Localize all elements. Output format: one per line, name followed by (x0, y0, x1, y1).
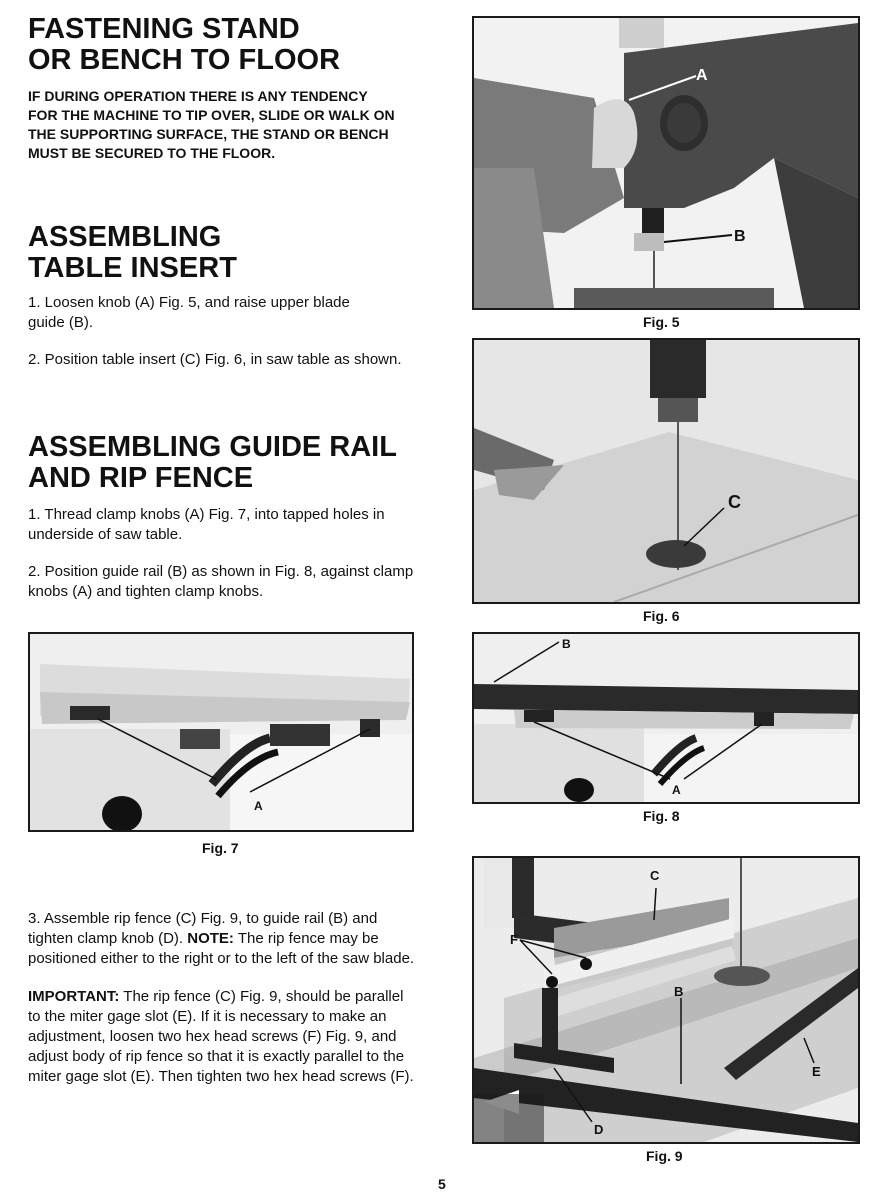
page-number: 5 (438, 1176, 446, 1192)
rail-step-2: 2. Position guide rail (B) as shown in Fig. 8, against clamp knobs (A) and tighten clamp knobs. (28, 563, 414, 600)
fig8-label-a: A (672, 783, 681, 797)
fig9-label-b: B (674, 984, 684, 999)
fig7-label-a: A (254, 799, 263, 813)
heading-table-insert: ASSEMBLING TABLE INSERT (28, 221, 237, 284)
insert-step-2: 2. Position table insert (C) Fig. 6, in saw table as shown. (28, 351, 402, 368)
fig6-label-c: C (728, 492, 741, 512)
rail-step-3: 3. Assemble rip fence (C) Fig. 9, to guide rail (B) and tighten clamp knob (D). NOTE: The rip fence may be positioned either to the right or to the left of the saw blade. (28, 910, 415, 967)
fig9-label-f: F (510, 932, 518, 947)
fig8-caption: Fig. 8 (643, 808, 680, 824)
warning-text: IF DURING OPERATION THERE IS ANY TENDENCY FOR THE MACHINE TO TIP OVER, SLIDE OR WALK ON THE SUPPORTING SURFACE, THE STAND OR BENCH MUST BE SECURED TO THE FLOOR. (28, 88, 395, 161)
important-text: IMPORTANT: The rip fence (C) Fig. 9, should be parallel to the miter gage slot (E). If it is necessary to make an adjustment, loosen two hex head screws (F) Fig. 9, and adjust body of rip fence so that it is exactly parallel to the miter gage slot (E). Then tighten two hex head screws (F). (28, 988, 414, 1085)
figure-7 (28, 632, 414, 832)
fig9-label-d: D (594, 1122, 604, 1137)
fig5-label-b: B (734, 228, 746, 245)
heading-fastening: FASTENING STAND OR BENCH TO FLOOR (28, 13, 341, 76)
figure-9 (472, 856, 860, 1144)
heading-guide-rail: ASSEMBLING GUIDE RAIL AND RIP FENCE (28, 431, 397, 494)
insert-step-1: 1. Loosen knob (A) Fig. 5, and raise upper blade guide (B). (28, 294, 350, 331)
fig5-label-a: A (696, 67, 708, 84)
fig7-caption: Fig. 7 (202, 840, 239, 856)
fig8-label-b: B (562, 637, 571, 651)
figure-8 (472, 632, 860, 804)
fig6-caption: Fig. 6 (643, 608, 680, 624)
fig9-caption: Fig. 9 (646, 1148, 683, 1164)
rail-step-1: 1. Thread clamp knobs (A) Fig. 7, into tapped holes in underside of saw table. (28, 506, 385, 543)
fig9-label-c: C (650, 868, 660, 883)
figure-6 (472, 338, 860, 604)
figure-5 (472, 16, 860, 310)
fig5-caption: Fig. 5 (643, 314, 680, 330)
fig9-label-e: E (812, 1064, 821, 1079)
